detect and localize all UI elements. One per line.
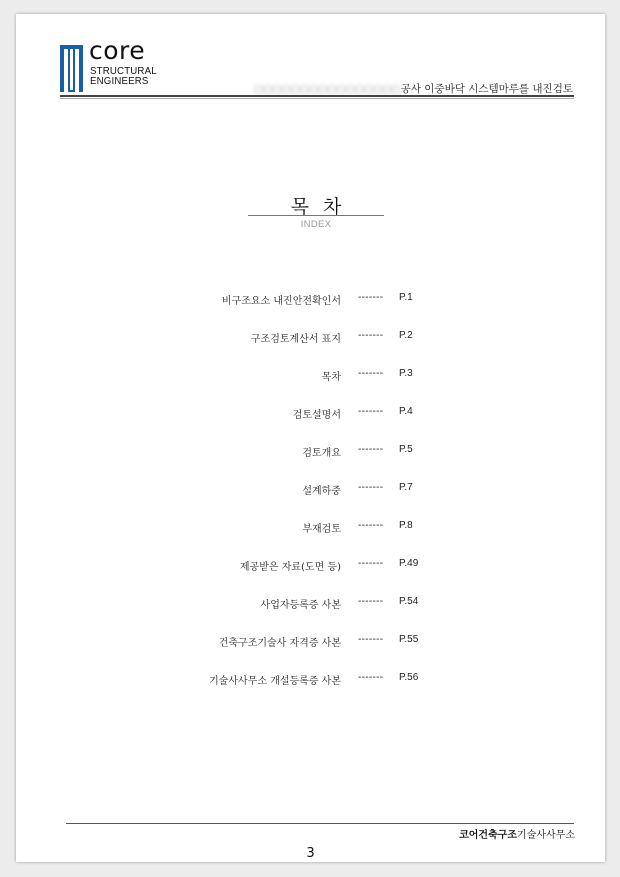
toc-entry-label: 사업자등록증 사본 [260, 600, 341, 611]
toc-entry-page: P.2 [399, 330, 413, 341]
toc-entry-label: 제공받은 자료(도면 등) [239, 562, 341, 573]
header-title-text: 공사 이중바닥 시스템마루를 내진검토 [400, 83, 573, 95]
toc-entry-page: P.49 [399, 558, 419, 569]
toc-entry-label: 설계하중 [302, 486, 341, 497]
toc-entry-separator: ------- [358, 368, 384, 379]
toc-entry-label: 부재검토 [302, 524, 341, 535]
document-page [16, 14, 605, 862]
toc-entry-separator: ------- [358, 330, 384, 341]
toc-entry-separator: ------- [358, 482, 384, 493]
logo-mark-icon [60, 45, 83, 92]
toc-entry-page: P.8 [399, 520, 413, 531]
header-title [254, 81, 573, 96]
toc-entry [16, 596, 605, 612]
toc-entry-label: 비구조요소 내진안전확인서 [221, 296, 341, 307]
footer-org-bold: 코어건축구조 [459, 830, 518, 841]
toc-entry [16, 482, 605, 498]
toc-entry-separator: ------- [358, 558, 384, 569]
footer-organization [459, 826, 575, 841]
toc-entry-separator: ------- [358, 634, 384, 645]
toc-entry-separator: ------- [358, 596, 384, 607]
header-title-redacted: ○○○○○○○○○○○○○○○○ [254, 83, 401, 95]
toc-entry [16, 406, 605, 422]
toc-entry-page: P.3 [399, 368, 413, 379]
toc-entry-label: 구조검토계산서 표지 [250, 334, 341, 345]
toc-entry [16, 672, 605, 688]
page-number: 3 [306, 846, 315, 861]
logo-word: core [89, 36, 146, 65]
toc-entry-separator: ------- [358, 406, 384, 417]
toc-title: 목차 [290, 196, 356, 218]
toc-subtitle: INDEX [300, 219, 332, 230]
toc-entry [16, 292, 605, 308]
toc-entry-page: P.5 [399, 444, 413, 455]
toc-entry-page: P.56 [399, 672, 419, 683]
footer-rule [66, 823, 574, 824]
logo-line2: ENGINEERS [90, 75, 149, 87]
toc-entry-label: 기술사사무소 개설등록증 사본 [209, 676, 341, 687]
toc-entry-page: P.7 [399, 482, 413, 493]
header-rule [60, 95, 574, 97]
toc-entry-page: P.1 [399, 292, 413, 303]
toc-entry [16, 368, 605, 384]
toc-entry-separator: ------- [358, 672, 384, 683]
toc-entry-label: 건축구조기술사 자격증 사본 [218, 638, 341, 649]
toc-entry [16, 520, 605, 536]
footer-org-rest: 기술사사무소 [517, 830, 575, 841]
toc-entry-page: P.54 [399, 596, 419, 607]
toc-entry-separator: ------- [358, 444, 384, 455]
toc-entry-page: P.4 [399, 406, 413, 417]
toc-entry-page: P.55 [399, 634, 419, 645]
company-logo [60, 36, 170, 98]
logo-subtitle [90, 66, 157, 86]
toc-entry-label: 검토설명서 [292, 410, 341, 421]
toc-entry-label: 목차 [321, 372, 341, 383]
toc-entry-separator: ------- [358, 520, 384, 531]
toc-entry-label: 검토개요 [302, 448, 341, 459]
toc-entry [16, 558, 605, 574]
toc-title-rule [248, 215, 384, 216]
toc-entry [16, 634, 605, 650]
toc-entry [16, 444, 605, 460]
header-rule-thin [60, 98, 574, 99]
toc-entry [16, 330, 605, 346]
logo-line1: STRUCTURAL [90, 65, 157, 77]
toc-entry-separator: ------- [358, 292, 384, 303]
